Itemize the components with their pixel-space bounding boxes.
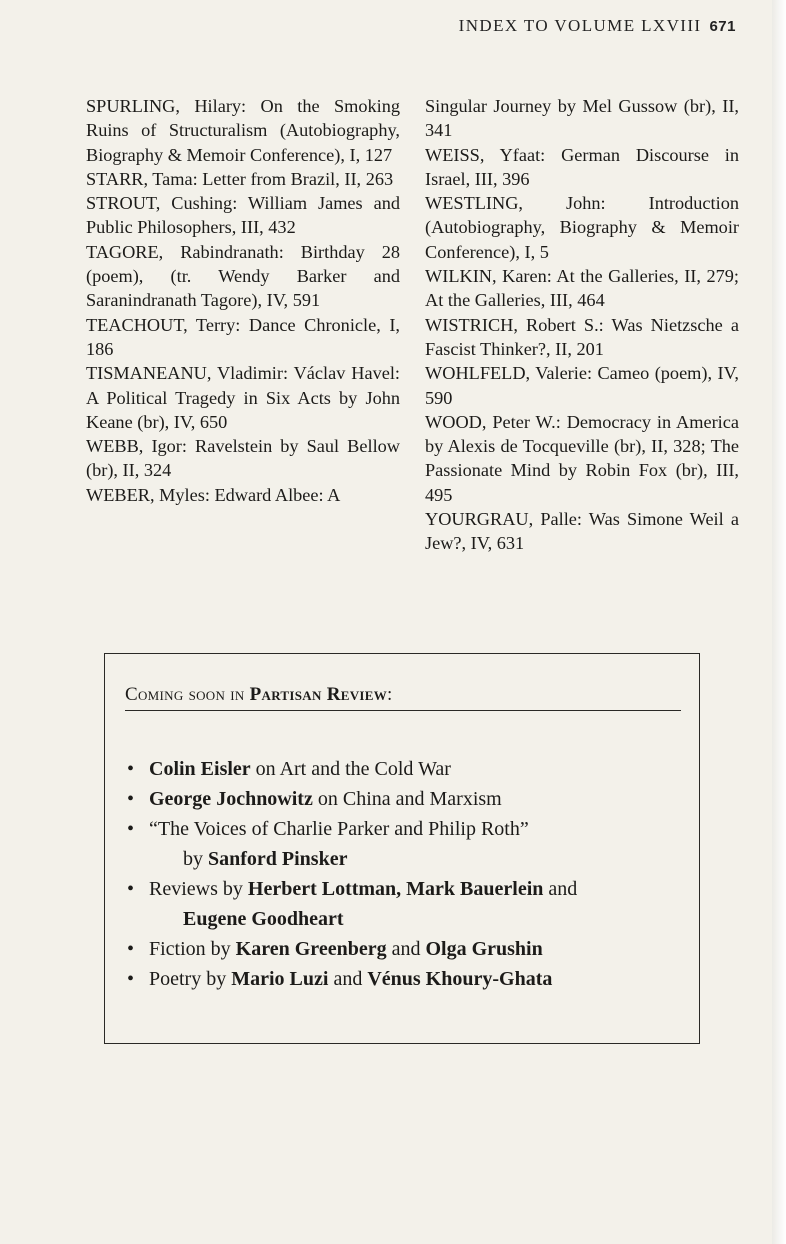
item-text: Fiction by xyxy=(149,938,236,960)
index-entry: WEBER, Myles: Edward Albee: A xyxy=(86,484,341,505)
index-entry: SPURLING, Hilary: On the Smoking Ruins of Structuralism (Autobiography, Biography & Memoir Conference), I, 127 xyxy=(86,96,400,165)
coming-soon-heading-prefix: Coming soon in xyxy=(125,684,245,705)
item-text: “The Voices of Charlie Parker and Philip Roth” xyxy=(149,818,529,840)
index-entry: WILKIN, Karen: At the Galleries, II, 279; At the Galleries, III, 464 xyxy=(425,266,739,311)
author-name: Eugene Goodheart xyxy=(183,908,344,930)
index-entry: WESTLING, John: Introduction (Autobiography, Biography & Memoir Conference), I, 5 xyxy=(425,193,739,262)
index-left-column xyxy=(86,94,400,507)
list-item xyxy=(127,964,687,994)
author-name: Karen Greenberg xyxy=(235,938,387,960)
index-entry: WEBB, Igor: Ravelstein by Saul Bellow (br), II, 324 xyxy=(86,436,400,481)
item-text: and xyxy=(543,878,578,900)
index-entry: WOOD, Peter W.: Democracy in America by Alexis de Tocqueville (br), II, 328; The Passionate Mind by Robin Fox (br), III, 495 xyxy=(425,411,739,505)
item-text: Poetry by xyxy=(149,968,232,990)
author-name: Mario Luzi xyxy=(231,968,329,990)
index-entry: WEISS, Yfaat: German Discourse in Israel, III, 396 xyxy=(425,144,739,189)
index-entry: WISTRICH, Robert S.: Was Nietzsche a Fascist Thinker?, II, 201 xyxy=(425,314,739,359)
list-item xyxy=(127,784,687,814)
item-text: on China and Marxism xyxy=(312,788,502,810)
running-head-title: INDEX TO VOLUME LXVIII xyxy=(458,16,702,35)
author-name: Olga Grushin xyxy=(425,938,543,960)
author-name: Herbert Lottman, Mark Bauerlein xyxy=(247,878,544,900)
author-name: Sanford Pinsker xyxy=(208,848,348,870)
author-name: George Jochnowitz xyxy=(149,788,313,810)
index-entry: STARR, Tama: Letter from Brazil, II, 263 xyxy=(86,168,394,189)
page-edge xyxy=(772,0,786,1244)
item-text: on Art and the Cold War xyxy=(250,758,451,780)
item-text: and xyxy=(328,968,368,990)
list-item xyxy=(127,754,687,784)
coming-soon-list xyxy=(127,754,687,994)
list-item xyxy=(127,814,687,874)
running-head xyxy=(459,16,736,36)
item-continuation xyxy=(149,844,687,874)
journal-name: Partisan Review xyxy=(249,684,388,705)
index-entry: TISMANEANU, Vladimir: Václav Havel: A Political Tragedy in Six Acts by John Keane (br), IV, 650 xyxy=(86,363,400,432)
item-continuation xyxy=(149,904,687,934)
item-text: by xyxy=(183,848,208,870)
coming-soon-box xyxy=(104,653,700,1044)
page-number: 671 xyxy=(709,18,736,35)
index-entry: TAGORE, Rabindranath: Birthday 28 (poem), (tr. Wendy Barker and Saranindranath Tagore), IV, 591 xyxy=(86,241,400,311)
item-text: Reviews by xyxy=(149,878,248,900)
index-entry: YOURGRAU, Palle: Was Simone Weil a Jew?, IV, 631 xyxy=(425,509,739,554)
index-entry: WOHLFELD, Valerie: Cameo (poem), IV, 590 xyxy=(425,363,739,408)
index-entry: STROUT, Cushing: William James and Public Philosophers, III, 432 xyxy=(86,193,400,238)
index-entry: Singular Journey by Mel Gussow (br), II, 341 xyxy=(425,96,739,141)
index-right-column xyxy=(425,94,739,556)
list-item xyxy=(127,874,687,934)
list-item xyxy=(127,934,687,964)
index-entry: TEACHOUT, Terry: Dance Chronicle, I, 186 xyxy=(86,314,400,359)
author-name: Colin Eisler xyxy=(149,758,251,780)
item-text: and xyxy=(386,938,426,960)
coming-soon-heading xyxy=(125,684,681,711)
author-name: Vénus Khoury-Ghata xyxy=(367,968,553,990)
coming-soon-heading-suffix: : xyxy=(387,684,393,705)
